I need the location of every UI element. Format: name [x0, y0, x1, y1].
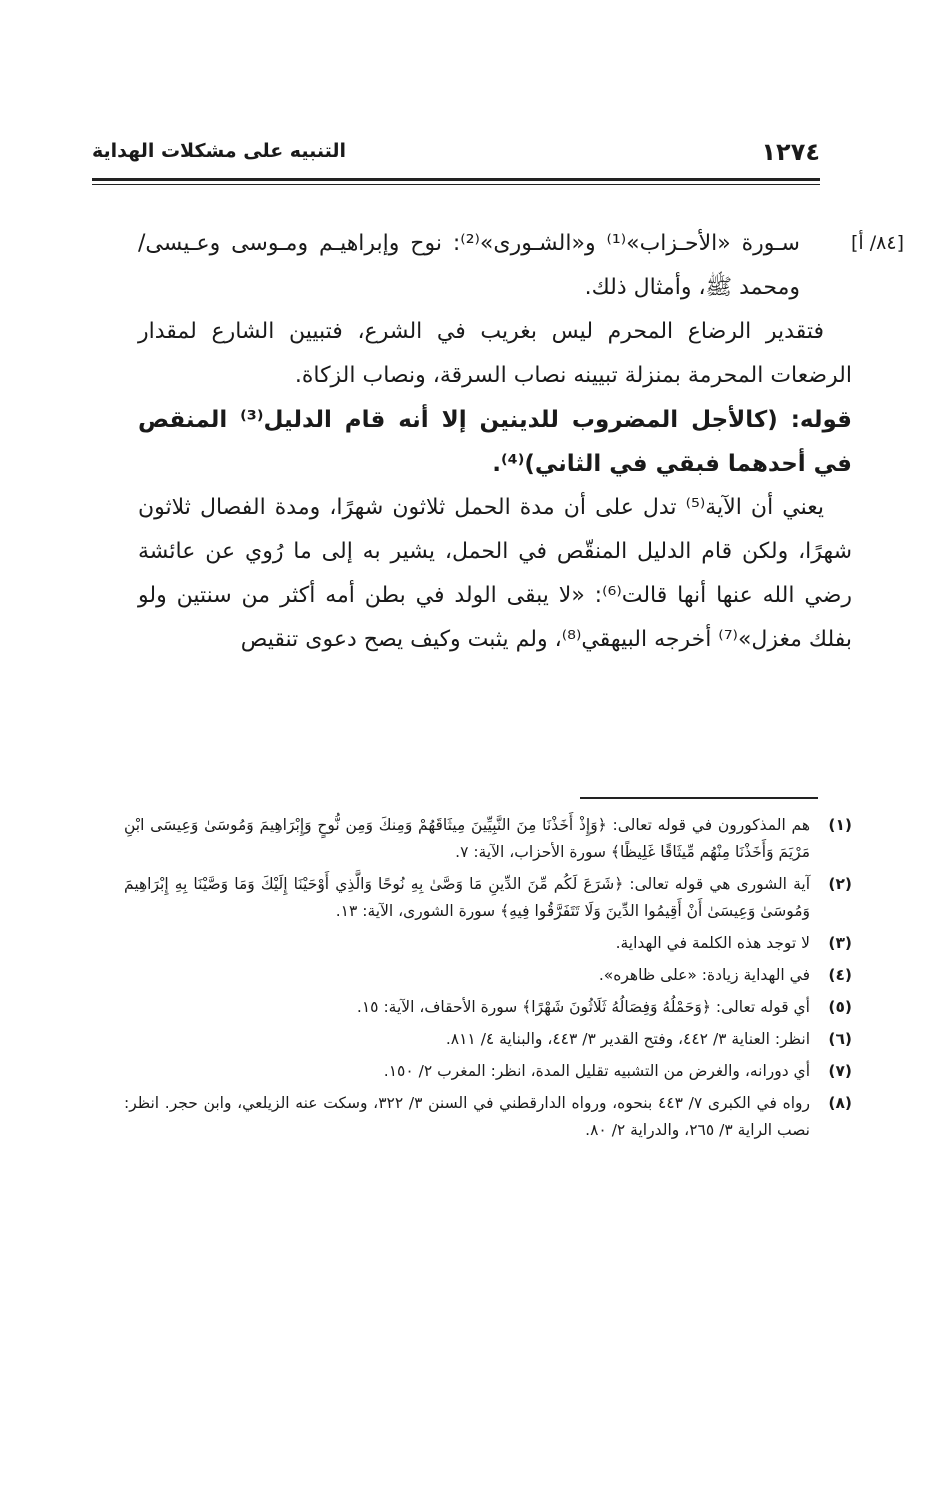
footnote-number: (٢) — [828, 875, 852, 893]
paragraph-breastfeeding-text: فتقدير الرضاع المحرم ليس بغريب في الشرع، فتبيين الشارع لمقدار الرضعات المحرمة بمنزلة تبيينه نصاب السرقة، ونصاب الزكاة. — [138, 319, 852, 388]
footnote — [124, 994, 852, 1021]
paragraph-explanation-text: يعني أن الآية⁽⁵⁾ تدل على أن مدة الحمل ثلاثون شهرًا، ومدة الفصال ثلاثون شهرًا، ولكن قام الدليل المنقّص في الحمل، يشير به إلى ما رُوي عن عائشة رضي الله عنها أنها قالت⁽⁶⁾: «لا يبقى الولد في بطن أمه أكثر من سنتين ولو بفلك مغزل»⁽⁷⁾ أخرجه البيهقي⁽⁸⁾، ولم يثبت وكيف يصح دعوى تنقيص — [138, 495, 853, 652]
page-number: ١٢٧٤ — [761, 138, 820, 166]
footnote-number: (٨) — [828, 1094, 852, 1112]
page-header — [92, 138, 820, 174]
footnote-text: انظر: العناية ٣/ ٤٤٢، وفتح القدير ٣/ ٤٤٣، والبناية ٤/ ٨١١. — [445, 1030, 810, 1048]
footnote-number: (٧) — [828, 1062, 852, 1080]
footnote — [124, 812, 852, 866]
footnote-text: أي دورانه، والغرض من التشبيه تقليل المدة، انظر: المغرب ٢/ ١٥٠. — [383, 1062, 810, 1080]
footnote-number: (٦) — [828, 1030, 852, 1048]
footnote-text: في الهداية زيادة: «على ظاهره». — [598, 966, 810, 984]
paragraph-quote: قوله: (كالأجل المضروب للدينين إلا أنه قام الدليل⁽³⁾ المنقص في أحدهما فبقي في الثاني)⁽⁴⁾. — [138, 407, 852, 477]
header-rule-thin — [92, 184, 820, 185]
manuscript-folio-marker: [٨٤/ أ] — [851, 232, 904, 254]
header-rule-thick — [92, 178, 820, 181]
footnote-text: آية الشورى هي قوله تعالى: ﴿شَرَعَ لَكُم مِّنَ الدِّينِ مَا وَصَّىٰ بِهِ نُوحًا وَالَّذِي أَوْحَيْنَا إِلَيْكَ وَمَا وَصَّيْنَا بِهِ إِبْرَاهِيمَ وَمُوسَىٰ وَعِيسَىٰ أَنْ أَقِيمُوا الدِّينَ وَلَا تَتَفَرَّقُوا فِيهِ﴾ سورة الشورى، الآية: ١٣. — [124, 875, 810, 920]
footnote — [124, 962, 852, 989]
footnote-text: رواه في الكبرى ٧/ ٤٤٣ بنحوه، ورواه الدارقطني في السنن ٣/ ٣٢٢، وسكت عنه الزيلعي، وابن حجر. انظر: نصب الراية ٣/ ٢٦٥، والدراية ٢/ ٨٠. — [124, 1094, 810, 1139]
footnote-separator — [580, 797, 818, 799]
footnote-number: (٣) — [828, 934, 852, 952]
footnote-text: أي قوله تعالى: ﴿وَحَمْلُهُ وَفِصَالُهُ ثَلَاثُونَ شَهْرًا﴾ سورة الأحقاف، الآية: ١٥. — [356, 998, 810, 1016]
paragraph-breastfeeding — [138, 310, 852, 398]
footnote — [124, 871, 852, 925]
footnote — [124, 1058, 852, 1085]
footnotes — [124, 812, 852, 1149]
paragraph-explanation — [138, 486, 852, 662]
footnote-number: (٤) — [828, 966, 852, 984]
footnote — [124, 930, 852, 957]
running-title: التنبيه على مشكلات الهداية — [92, 140, 346, 162]
footnote-number: (١) — [828, 816, 852, 834]
footnote-text: هم المذكورون في قوله تعالى: ﴿وَإِذْ أَخَذْنَا مِنَ النَّبِيِّينَ مِيثَاقَهُمْ وَمِنكَ وَمِن نُّوحٍ وَإِبْرَاهِيمَ وَمُوسَىٰ وَعِيسَى ابْنِ مَرْيَمَ وَأَخَذْنَا مِنْهُم مِّيثَاقًا غَلِيظًا﴾ سورة الأحزاب، الآية: ٧. — [124, 816, 810, 861]
footnote-text: لا توجد هذه الكلمة في الهداية. — [615, 934, 810, 952]
footnote-number: (٥) — [828, 998, 852, 1016]
footnote — [124, 1090, 852, 1144]
footnote — [124, 1026, 852, 1053]
paragraph-surahs: سـورة «الأحـزاب»⁽¹⁾ و«الشـورى»⁽²⁾: نوح وإبراهيـم ومـوسى وعـيسى/ ومحمد ﷺ، وأمثال ذلك. — [138, 231, 800, 300]
main-text — [138, 222, 852, 662]
